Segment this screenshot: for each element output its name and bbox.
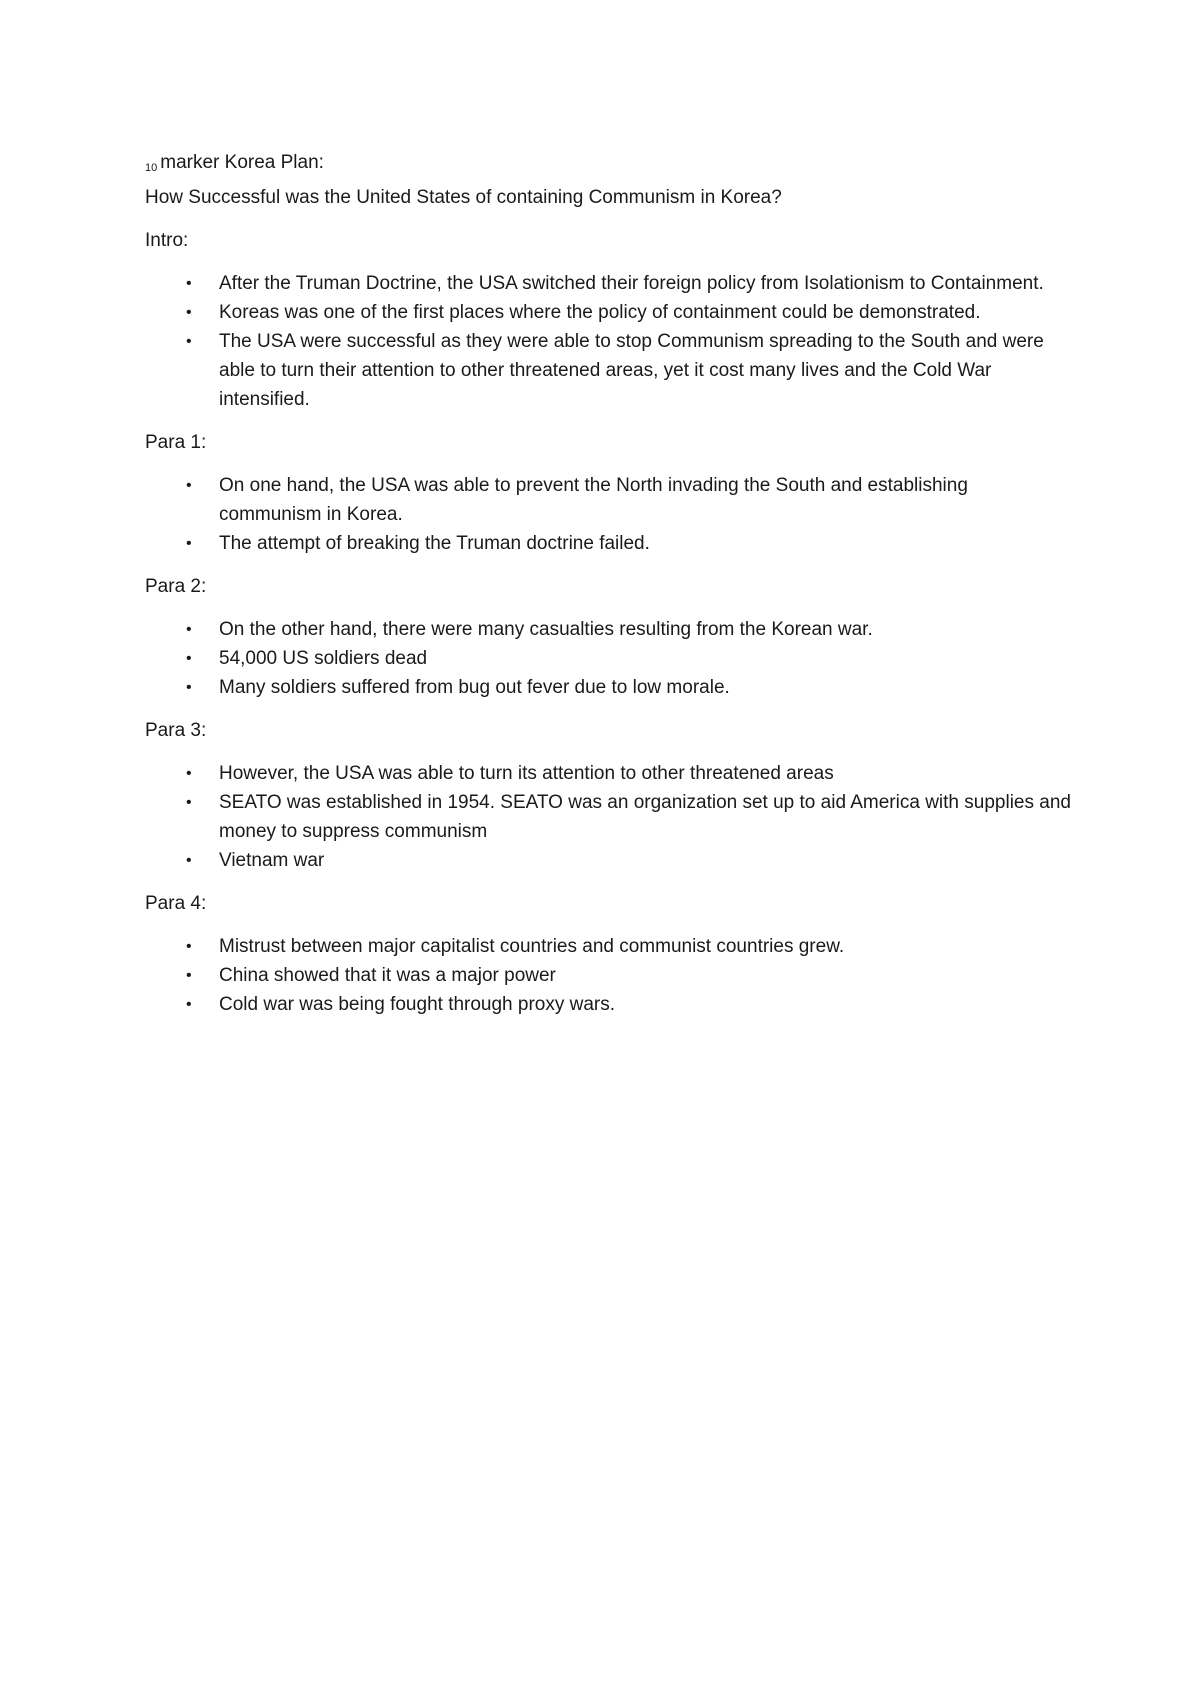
bullet-item	[145, 269, 1075, 298]
bullet-dot-icon: •	[186, 765, 192, 782]
bullet-text: The USA were successful as they were able to stop Communism spreading to the South and were able to turn their attention to other threatened areas, yet it cost many lives and the Cold War intensified.	[219, 331, 1044, 410]
bullet-dot-icon: •	[186, 535, 192, 552]
bullet-item	[145, 298, 1075, 327]
sections-container	[145, 226, 1075, 1019]
bullet-text: However, the USA was able to turn its attention to other threatened areas	[219, 763, 834, 784]
bullet-dot-icon: •	[186, 679, 192, 696]
title-text: marker Korea Plan:	[160, 152, 324, 173]
bullet-text: Many soldiers suffered from bug out fever due to low morale.	[219, 677, 730, 698]
bullet-item	[145, 644, 1075, 673]
bullet-text: Mistrust between major capitalist countries and communist countries grew.	[219, 936, 845, 957]
bullet-item	[145, 788, 1075, 846]
bullet-list	[145, 759, 1075, 875]
title-number: 10	[145, 162, 158, 174]
section-label: Para 4:	[145, 893, 207, 914]
bullet-dot-icon: •	[186, 621, 192, 638]
bullet-dot-icon: •	[186, 650, 192, 667]
bullet-item	[145, 471, 1075, 529]
bullet-dot-icon: •	[186, 794, 192, 811]
bullet-text: 54,000 US soldiers dead	[219, 648, 428, 669]
bullet-list	[145, 932, 1075, 1019]
bullet-text: Koreas was one of the first places where the policy of containment could be demonstrated.	[219, 302, 981, 323]
bullet-text: SEATO was established in 1954. SEATO was an organization set up to aid America with supplies and money to suppress communism	[219, 792, 1071, 842]
bullet-dot-icon: •	[186, 477, 192, 494]
bullet-text: Vietnam war	[219, 850, 325, 871]
bullet-item	[145, 846, 1075, 875]
bullet-item	[145, 759, 1075, 788]
section-label: Intro:	[145, 230, 189, 251]
bullet-dot-icon: •	[186, 852, 192, 869]
bullet-text: Cold war was being fought through proxy wars.	[219, 994, 616, 1015]
bullet-item	[145, 673, 1075, 702]
bullet-list	[145, 471, 1075, 558]
bullet-dot-icon: •	[186, 938, 192, 955]
bullet-item	[145, 615, 1075, 644]
bullet-text: The attempt of breaking the Truman doctrine failed.	[219, 533, 650, 554]
document-content	[145, 148, 1075, 1033]
bullet-list	[145, 615, 1075, 702]
section-label: Para 2:	[145, 576, 207, 597]
bullet-text: China showed that it was a major power	[219, 965, 556, 986]
bullet-item	[145, 961, 1075, 990]
section-label: Para 3:	[145, 720, 207, 741]
bullet-dot-icon: •	[186, 304, 192, 321]
bullet-list	[145, 269, 1075, 414]
document-title	[145, 148, 1075, 183]
essay-question: How Successful was the United States of containing Communism in Korea?	[145, 187, 782, 208]
bullet-item	[145, 327, 1075, 414]
bullet-item	[145, 990, 1075, 1019]
bullet-dot-icon: •	[186, 333, 192, 350]
bullet-text: After the Truman Doctrine, the USA switched their foreign policy from Isolationism to Containment.	[219, 273, 1044, 294]
bullet-dot-icon: •	[186, 967, 192, 984]
bullet-dot-icon: •	[186, 996, 192, 1013]
bullet-text: On the other hand, there were many casualties resulting from the Korean war.	[219, 619, 873, 640]
section-label: Para 1:	[145, 432, 207, 453]
bullet-item	[145, 529, 1075, 558]
bullet-item	[145, 932, 1075, 961]
bullet-text: On one hand, the USA was able to prevent the North invading the South and establishing communism in Korea.	[219, 475, 968, 525]
bullet-dot-icon: •	[186, 275, 192, 292]
